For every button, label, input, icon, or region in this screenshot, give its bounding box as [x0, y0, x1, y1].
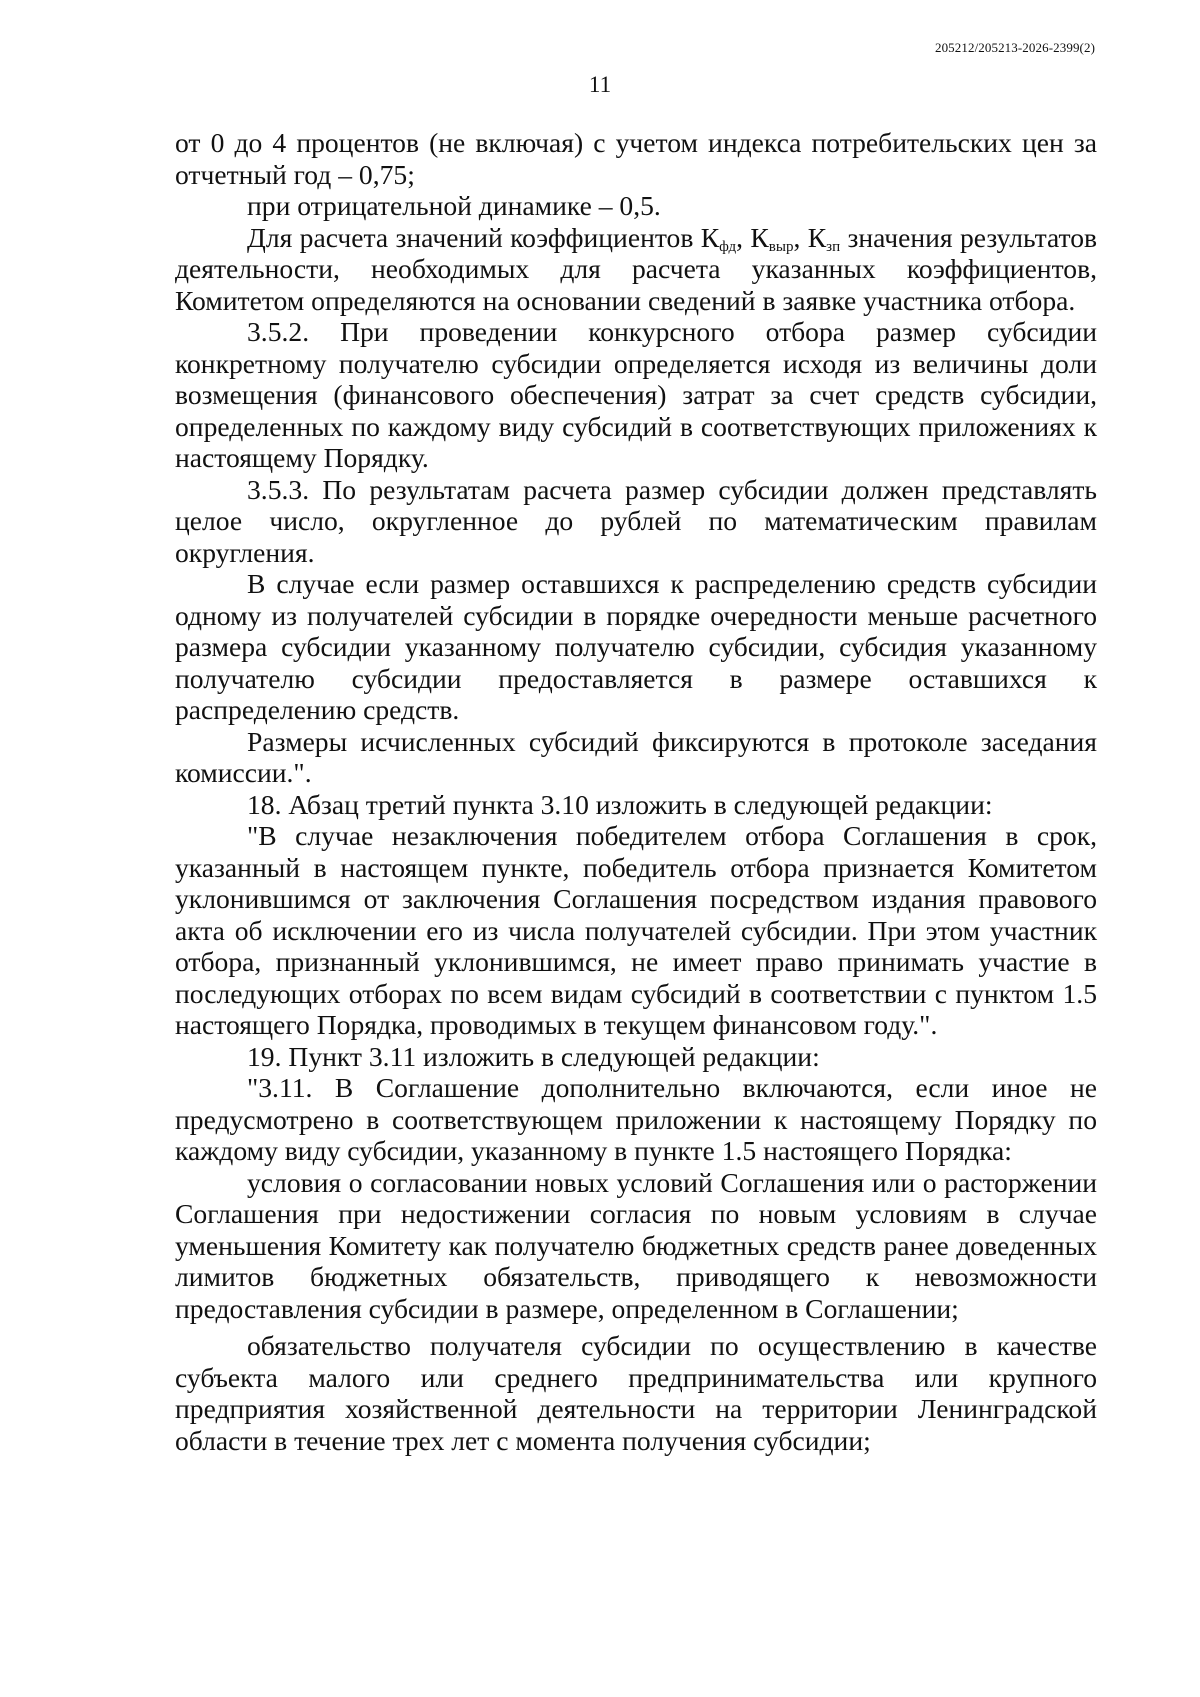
paragraph-obligation: обязательство получателя субсидии по осуществлению в качестве субъекта малого или среднего предпринимательства или крупного предприятия хозяйственной деятельности на территории Ленинградской области в течение трех лет с момента получения субсидии;	[175, 1330, 1097, 1456]
page-number: 11	[588, 72, 612, 97]
coeff-text-4: значения результатов деятельности, необходимых для расчета указанных коэффициентов, Комитетом определяются на основании сведений в заявке участника отбора.	[175, 221, 1098, 316]
paragraph-remaining-funds: В случае если размер оставшихся к распределению средств субсидии одному из получателей субсидии в порядке очередности меньше расчетного размера субсидии указанному получателю субсидии, субсидия указанному получателю субсидии предоставляется в размере оставшихся к распределению средств.	[175, 568, 1097, 725]
paragraph-3-11: "3.11. В Соглашение дополнительно включаются, если иное не предусмотрено в соответствующем приложении к настоящему Порядку по каждому виду субсидии, указанному в пункте 1.5 настоящего Порядка:	[175, 1072, 1097, 1166]
paragraph-3-5-3: 3.5.3. По результатам расчета размер субсидии должен представлять целое число, округленное до рублей по математическим правилам округления.	[175, 473, 1097, 568]
paragraph-negative-dynamics: при отрицательной динамике – 0,5.	[247, 190, 661, 221]
paragraph-item-18-text: "В случае незаключения победителем отбора Соглашения в срок, указанный в настоящем пункте, победитель отбора признается Комитетом уклонившимся от заключения Соглашения посредством издания правового акта об исключении его из числа получателей субсидии. При этом участник отбора, признанный уклонившимся, не имеет право принимать участие в последующих отборах по всем видам субсидий в соответствии с пунктом 1.5 настоящего Порядка, проводимых в текущем финансовом году.".	[175, 820, 1097, 1040]
coeff-text-2: , К	[736, 221, 769, 253]
paragraph-coefficients	[175, 222, 1097, 317]
paragraph-conditions: условия о согласовании новых условий Соглашения или о расторжении Соглашения при недостижении согласия по новым условиям в случае уменьшения Комитету как получателю бюджетных средств ранее доведенных лимитов бюджетных обязательств, приводящего к невозможности предоставления субсидии в размере, определенном в Соглашении;	[175, 1166, 1097, 1324]
coeff-sub-vyr: выр	[768, 238, 794, 255]
document-body	[175, 127, 1097, 1456]
coeff-text-1: Для расчета значений коэффициентов К	[247, 221, 720, 253]
coeff-text-3: , К	[793, 221, 827, 253]
paragraph-item-19: 19. Пункт 3.11 изложить в следующей редакции:	[247, 1040, 820, 1072]
paragraph-continuation: от 0 до 4 процентов (не включая) с учетом индекса потребительских цен за отчетный год – 0,75;	[175, 127, 1097, 190]
document-id: 205212/205213-2026-2399(2)	[934, 40, 1095, 55]
paragraph-3-5-2: 3.5.2. При проведении конкурсного отбора размер субсидии конкретному получателю субсидии определяется исходя из величины доли возмещения (финансового обеспечения) затрат за счет средств субсидии, определенных по каждому виду субсидий в соответствующих приложениях к настоящему Порядку.	[175, 316, 1097, 473]
coeff-sub-zp: зп	[826, 238, 841, 255]
paragraph-protocol: Размеры исчисленных субсидий фиксируются в протоколе заседания комиссии.".	[175, 725, 1097, 788]
paragraph-item-18: 18. Абзац третий пункта 3.10 изложить в следующей редакции:	[247, 788, 993, 820]
coeff-sub-fd: фд	[719, 238, 737, 255]
